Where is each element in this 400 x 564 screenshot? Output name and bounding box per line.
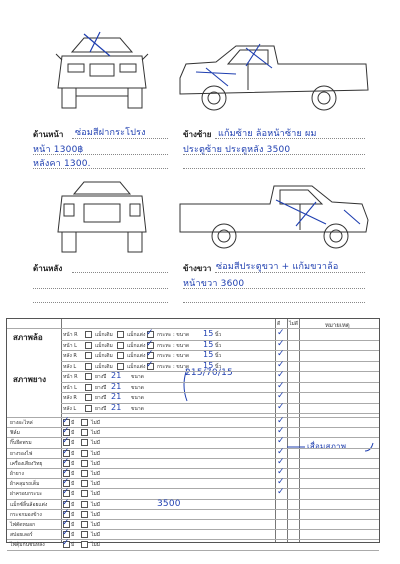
equipment-no: ไม่มี: [91, 440, 101, 447]
header-good: ดี: [277, 321, 281, 327]
rim-condition-label: สภาพยาง: [13, 375, 47, 384]
checkbox[interactable]: [85, 352, 92, 359]
header-fix: ไม่ดี: [289, 321, 299, 327]
checkbox[interactable]: [81, 511, 88, 518]
tire-unit: นิ้ว: [215, 363, 222, 370]
check-mark: ✓: [62, 528, 70, 539]
checkbox[interactable]: [85, 394, 92, 401]
rim-year-label: ยางปี: [95, 384, 107, 391]
equipment-no: ไม่มี: [91, 511, 101, 518]
equipment-name: ฝาครอบกระบะ: [10, 491, 43, 498]
rim-size-label: ขนาด: [131, 384, 144, 391]
check-mark: ✓: [62, 507, 70, 518]
equipment-name: ยางอะไหล่: [10, 420, 33, 426]
good-check: ✓: [277, 416, 285, 426]
tire-condition-label: สภาพล้อ: [13, 333, 43, 342]
rim-size-label: ขนาด: [131, 374, 144, 380]
check-mark: ✓: [62, 436, 70, 447]
checkbox[interactable]: [117, 363, 124, 370]
rear-label: ด้านหลัง: [33, 264, 63, 273]
equipment-no: ไม่มี: [91, 491, 101, 498]
row-divider: [61, 382, 379, 383]
front-note-2: หน้า 1300฿: [33, 145, 84, 155]
equipment-has: มี: [71, 542, 75, 549]
rim-size-label: ขนาด: [131, 405, 144, 412]
checkbox[interactable]: [81, 470, 88, 477]
tire-position: หลัง L: [63, 363, 77, 370]
good-check: ✓: [277, 370, 285, 380]
good-check: ✓: [277, 426, 285, 437]
rim-size-note: 215/70/15: [185, 368, 233, 378]
tire-unit: นิ้ว: [215, 353, 222, 359]
equipment-name: เครื่องเสียงวิทยุ: [10, 460, 43, 467]
left-label: ข้างซ้าย: [183, 130, 212, 139]
equipment-has: มี: [71, 440, 75, 447]
good-check: ✓: [277, 349, 285, 359]
equipment-no: ไม่มี: [91, 532, 101, 539]
checkbox[interactable]: [81, 419, 88, 426]
checkbox[interactable]: [81, 531, 88, 538]
check-mark: ✓: [146, 349, 154, 359]
checkbox[interactable]: [85, 331, 92, 338]
checkbox[interactable]: [81, 450, 88, 457]
equipment-has: มี: [71, 471, 75, 477]
equipment-name: สปอยเลอร์: [10, 532, 33, 539]
checkbox[interactable]: [85, 373, 92, 380]
equipment-no: ไม่มี: [91, 450, 101, 457]
checkbox[interactable]: [81, 490, 88, 497]
equipment-name: ผ้าคลุมรถเต็ม: [10, 481, 40, 488]
equipment-has: มี: [71, 522, 75, 528]
checkbox[interactable]: [117, 331, 124, 338]
equipment-name: แม็กซ์ลิ้นล้อยแต่ง: [10, 501, 48, 508]
tire-size-label: กระทะ : ขนาด: [157, 332, 190, 338]
checkbox[interactable]: [117, 352, 124, 359]
left-note-1: แก้มซ้าย ล้อหน้าซ้าย ผม: [218, 129, 317, 139]
good-check: ✓: [277, 380, 285, 391]
check-mark: ✓: [62, 426, 70, 437]
right-label: ข้างขวา: [183, 264, 212, 273]
check-mark: ✓: [62, 477, 70, 488]
check-mark: ✓: [62, 538, 70, 549]
tire-opt1: แม็กเดิม: [95, 363, 113, 370]
check-mark: ✓: [62, 467, 70, 477]
rim-year-label: ยางปี: [95, 374, 107, 380]
equipment-no: ไม่มี: [91, 542, 101, 549]
left-side-diagram: [176, 38, 372, 118]
rim-position: หน้า R: [63, 374, 78, 380]
good-check: ✓: [277, 467, 285, 477]
remark-note: เสื่อมสภาพ: [307, 442, 347, 451]
checkbox[interactable]: [81, 460, 88, 467]
checkbox[interactable]: [85, 384, 92, 391]
tire-position: หน้า L: [63, 342, 77, 349]
rim-year: 21: [111, 381, 122, 391]
check-mark: ✓: [146, 328, 154, 338]
row-divider: [61, 371, 379, 372]
tire-size-value: 15: [203, 339, 214, 349]
row-divider: [61, 340, 379, 341]
checkbox[interactable]: [85, 405, 92, 412]
row-divider: [61, 361, 379, 362]
checkbox[interactable]: [117, 342, 124, 349]
tire-size-label: กระทะ : ขนาด: [157, 353, 190, 359]
rim-position: หลัง R: [63, 395, 77, 401]
rear-view-diagram: [54, 178, 150, 256]
equipment-has: มี: [71, 450, 75, 457]
tire-size-label: กระทะ : ขนาด: [157, 342, 190, 349]
tire-opt2: แม็กแต่ง: [127, 332, 146, 338]
row-divider: [61, 413, 379, 414]
equipment-name: ฟิล์ม: [10, 430, 20, 437]
inspection-table: [6, 318, 380, 549]
check-mark: ✓: [62, 456, 70, 467]
tire-opt2: แม็กแต่ง: [127, 342, 146, 349]
rim-year: 21: [111, 371, 122, 380]
equipment-has: มี: [71, 481, 75, 488]
good-check: ✓: [277, 359, 285, 370]
tire-opt1: แม็กเดิม: [95, 353, 113, 359]
left-note-2: ประตูซ้าย ประตูหลัง 3500: [183, 145, 291, 155]
rim-year-label: ยางปี: [95, 395, 107, 401]
equipment-name: ไฟตุ้มกันชนหลัง: [10, 542, 45, 549]
tire-opt2: แม็กแต่ง: [127, 353, 146, 359]
equipment-no: ไม่มี: [91, 430, 101, 437]
row-divider: [61, 403, 379, 404]
tire-size-value: 15: [203, 350, 214, 359]
equipment-name: ผ้ายาง: [10, 471, 24, 477]
good-check: ✓: [277, 446, 285, 457]
check-mark: ✓: [62, 487, 70, 498]
tire-size-value: 15: [203, 360, 214, 370]
rim-year: 21: [111, 392, 122, 401]
equipment-has: มี: [71, 511, 75, 518]
header-remark: หมายเหตุ: [325, 322, 350, 329]
tire-opt1: แม็กเดิม: [95, 342, 113, 349]
check-mark: ✓: [62, 497, 70, 508]
row-divider: [7, 550, 379, 551]
equipment-no: ไม่มี: [91, 522, 101, 528]
checkbox[interactable]: [85, 342, 92, 349]
equipment-no: ไม่มี: [91, 471, 101, 477]
rim-position: หลัง L: [63, 405, 77, 412]
rim-year: 21: [111, 402, 122, 412]
tire-unit: นิ้ว: [215, 332, 222, 338]
tire-position: หลัง R: [63, 353, 77, 359]
rim-position: หน้า L: [63, 384, 77, 391]
good-check: ✓: [277, 391, 285, 401]
equipment-has: มี: [71, 501, 75, 508]
equipment-name: ไฟตัดหมอก: [10, 522, 36, 528]
good-check: ✓: [277, 477, 285, 488]
equipment-has: มี: [71, 491, 75, 498]
equipment-has: มี: [71, 430, 75, 437]
front-label: ด้านหน้า: [33, 130, 64, 139]
equipment-name: ยางรองไฟ: [10, 450, 33, 457]
tire-size-value: 15: [203, 329, 214, 338]
good-check: ✓: [277, 456, 285, 467]
check-mark: ✓: [62, 416, 70, 426]
equipment-no: ไม่มี: [91, 501, 101, 508]
good-check: ✓: [277, 436, 285, 447]
checkbox[interactable]: [81, 521, 88, 528]
tire-opt1: แม็กเดิม: [95, 332, 113, 338]
check-mark: ✓: [62, 518, 70, 528]
rim-year-label: ยางปี: [95, 405, 107, 412]
row-divider: [61, 392, 379, 393]
equipment-has: มี: [71, 532, 75, 539]
equipment-no: ไม่มี: [91, 420, 101, 426]
good-check: ✓: [277, 338, 285, 349]
tire-size-label: กระทะ : ขนาด: [157, 363, 190, 370]
right-note-2: หน้าขวา 3600: [183, 279, 245, 289]
equipment-has: มี: [71, 420, 75, 426]
tire-position: หน้า R: [63, 332, 78, 338]
front-view-diagram: [54, 30, 150, 120]
right-side-diagram: [176, 180, 372, 256]
checkbox[interactable]: [85, 363, 92, 370]
check-mark: ✓: [146, 338, 154, 349]
rim-size-label: ขนาด: [131, 395, 144, 401]
equipment-name: กิ๊บยึดพรม: [10, 440, 32, 447]
check-mark: ✓: [62, 446, 70, 457]
checkbox[interactable]: [81, 439, 88, 446]
equipment-note: 3500: [157, 498, 181, 509]
right-note-1: ซ่อมสีประตูขวา + แก้มขวาล้อ: [216, 262, 339, 272]
tire-unit: นิ้ว: [215, 342, 222, 349]
front-note-1: ซ่อมสีฝากระโปรง: [75, 128, 146, 138]
tire-opt2: แม็กแต่ง: [127, 363, 146, 370]
front-note-3: หลังคา 1300.: [33, 159, 91, 169]
checkbox[interactable]: [81, 541, 88, 548]
equipment-no: ไม่มี: [91, 481, 101, 488]
equipment-no: ไม่มี: [91, 460, 101, 467]
good-check: ✓: [277, 487, 285, 498]
checkbox[interactable]: [81, 480, 88, 487]
check-mark: ✓: [146, 359, 154, 370]
checkbox[interactable]: [81, 501, 88, 508]
checkbox[interactable]: [81, 429, 88, 436]
good-check: ✓: [277, 401, 285, 412]
equipment-name: กระจกมองข้าง: [10, 511, 42, 518]
good-check: ✓: [277, 328, 285, 338]
equipment-has: มี: [71, 460, 75, 467]
row-divider: [61, 350, 379, 351]
